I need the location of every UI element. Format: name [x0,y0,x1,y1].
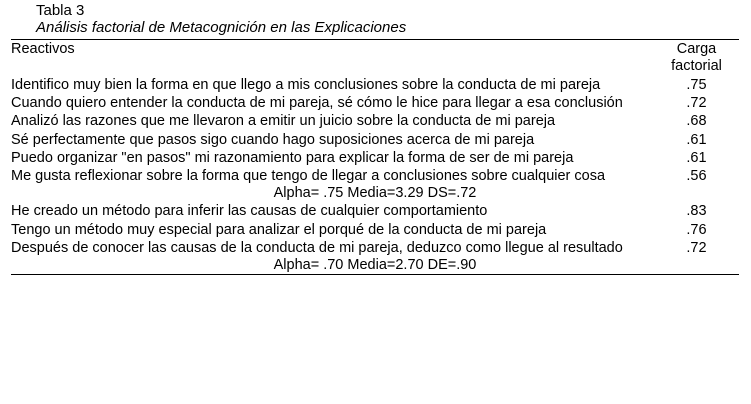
factor1-stats-row [11,184,739,201]
item-text: He creado un método para inferir las causas de cualquier comportamiento [11,203,488,220]
item-loading: .72 [686,239,707,256]
factor-analysis-table [11,40,739,275]
item-text: Identifico muy bien la forma en que llego a mis conclusiones sobre la conducta de mi pareja [11,77,601,93]
table-row [11,220,739,238]
table-row [11,130,739,148]
table-row [11,166,739,184]
table-number: Tabla 3 [36,2,85,19]
table-title: Análisis factorial de Metacognición en las Explicaciones [36,19,407,36]
item-loading: .56 [686,168,707,185]
item-text: Después de conocer las causas de la conducta de mi pareja, deduzco como llegue al resultado [11,239,623,256]
header-items: Reactivos [11,41,75,57]
table-row [11,75,739,93]
table-container [11,2,739,275]
factor2-stats-row [11,256,739,275]
item-loading: .83 [686,203,707,220]
table-row [11,201,739,219]
header-row [11,40,739,75]
factor1-stats: Alpha= .75 Media=3.29 DS=.72 [273,185,477,202]
table-row [11,93,739,111]
item-text: Puedo organizar "en pasos" mi razonamiento para explicar la forma de ser de mi pareja [11,149,574,166]
item-text: Sé perfectamente que pasos sigo cuando hago suposiciones acerca de mi pareja [11,131,535,148]
item-text: Me gusta reflexionar sobre la forma que tengo de llegar a conclusiones sobre cualquier cosa [11,168,606,185]
factor2-stats: Alpha= .70 Media=2.70 DE=.90 [11,256,739,275]
item-loading: .75 [686,77,707,93]
table-row [11,238,739,256]
item-text: Analizó las razones que me llevaron a emitir un juicio sobre la conducta de mi pareja [11,113,556,130]
header-loading: Carga factorial [671,41,722,74]
table-row [11,111,739,129]
item-loading: .68 [686,113,707,130]
table-row [11,148,739,166]
item-loading: .61 [686,149,707,166]
item-loading: .72 [686,95,707,112]
item-text: Cuando quiero entender la conducta de mi pareja, sé cómo le hice para llegar a esa conclusión [11,95,623,112]
item-loading: .61 [686,131,707,148]
item-text: Tengo un método muy especial para analizar el porqué de la conducta de mi pareja [11,221,547,238]
item-loading: .76 [686,221,707,238]
